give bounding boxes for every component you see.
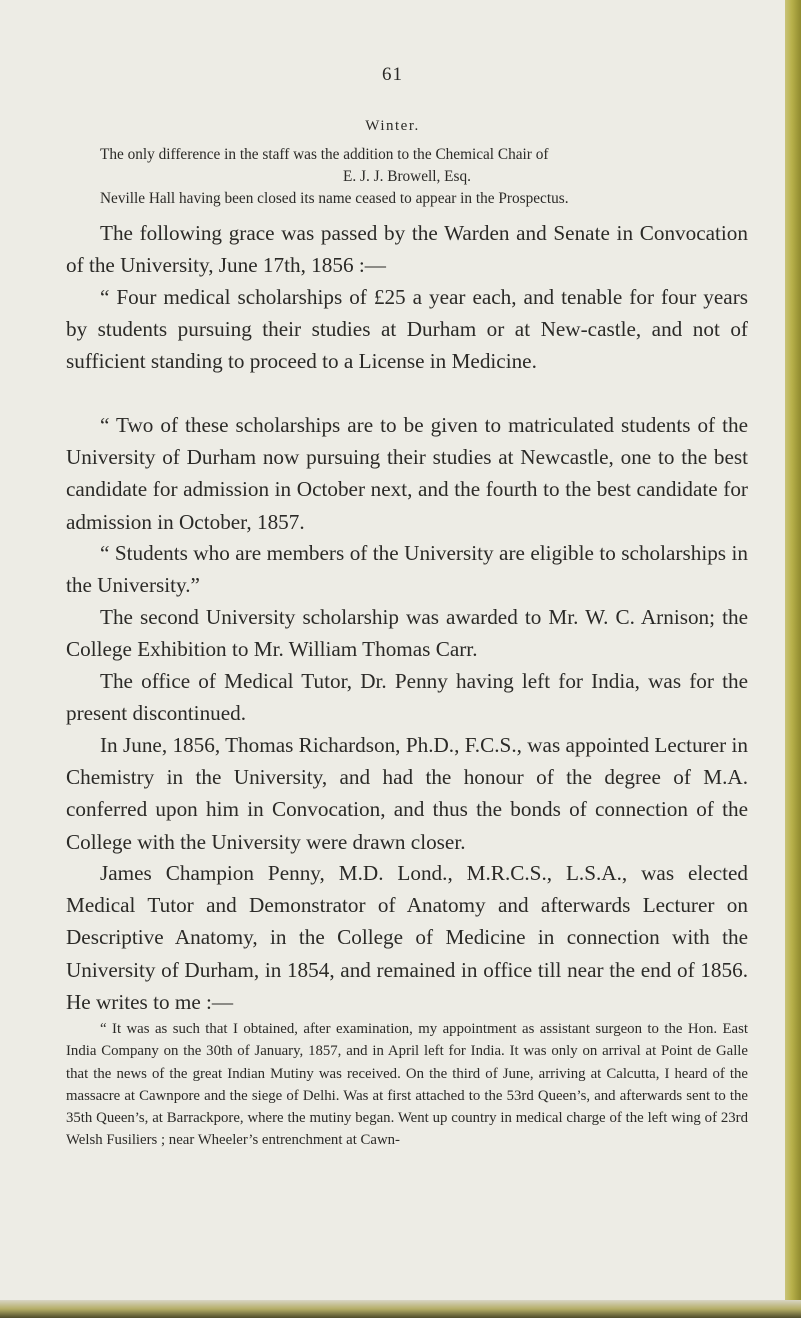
paragraph-richardson: In June, 1856, Thomas Richardson, Ph.D., F.C.S., was appointed Lecturer in Chemistry in the University, and had the honour of the degree of M.A. conferred upon him in Convocation, and thus the bonds of connection of the College with the University were drawn closer. (66, 733, 748, 854)
paragraph-scholarships-terms: “ Four medical scholarships of £25 a year each, and tenable for four years by students pursuing their studies at Durham or at New-castle, and not of sufficient standing to proceed to a License in Medicine. (66, 285, 748, 374)
paragraph-scholarships-eligibility: “ Students who are members of the University are eligible to scholarships in the University.” (66, 541, 748, 598)
letter-quote: “ It was as such that I obtained, after examination, my appointment as assistant surgeon to the Hon. East India Company on the 30th of January, 1857, and in April left for India. It was only on arrival at Point de Galle that the news of the great Indian Mutiny was received. On the third of June, arriving at Calcutta, I heard of the massacre at Cawnpore and the siege of Delhi. Was at first attached to the 53rd Queen’s, and afterwards sent to the 35th Queen’s, at Barrackpore, where the mutiny began. Went up country in medical charge of the left wing of 23rd Welsh Fusiliers ; near Wheeler’s entrenchment at Cawn- (66, 1021, 748, 1149)
page-number: 61 (382, 64, 403, 85)
page-edge-right (785, 0, 801, 1318)
paragraph-grace-intro: The following grace was passed by the Warden and Senate in Convocation of the University, June 17th, 1856 :— (66, 221, 748, 278)
paragraph-penny: James Champion Penny, M.D. Lond., M.R.C.S., L.S.A., was elected Medical Tutor and Demonstrator of Anatomy and afterwards Lecturer on Descriptive Anatomy, in the College of Medicine in connection with the University of Durham, in 1854, and remained in office till near the end of 1856. He writes to me :— (66, 861, 748, 1014)
paragraph-scholarships-allocation: “ Two of these scholarships are to be given to matriculated students of the University of Durham now pursuing their studies at Newcastle, one to the best candidate for admission in October next, and the fourth to the best candidate for admission in October, 1857. (66, 413, 748, 534)
paragraph-medical-tutor: The office of Medical Tutor, Dr. Penny having left for India, was for the present discontinued. (66, 669, 748, 726)
paragraph-neville-hall: Neville Hall having been closed its name ceased to appear in the Prospectus. (100, 190, 569, 207)
paragraph-staff-change: The only difference in the staff was the addition to the Chemical Chair of (100, 146, 549, 163)
section-heading: Winter. (365, 118, 420, 134)
page-edge-bottom (0, 1300, 801, 1318)
paragraph-staff-name: E. J. J. Browell, Esq. (343, 168, 471, 185)
paragraph-awards: The second University scholarship was awarded to Mr. W. C. Arnison; the College Exhibition to Mr. William Thomas Carr. (66, 605, 748, 662)
